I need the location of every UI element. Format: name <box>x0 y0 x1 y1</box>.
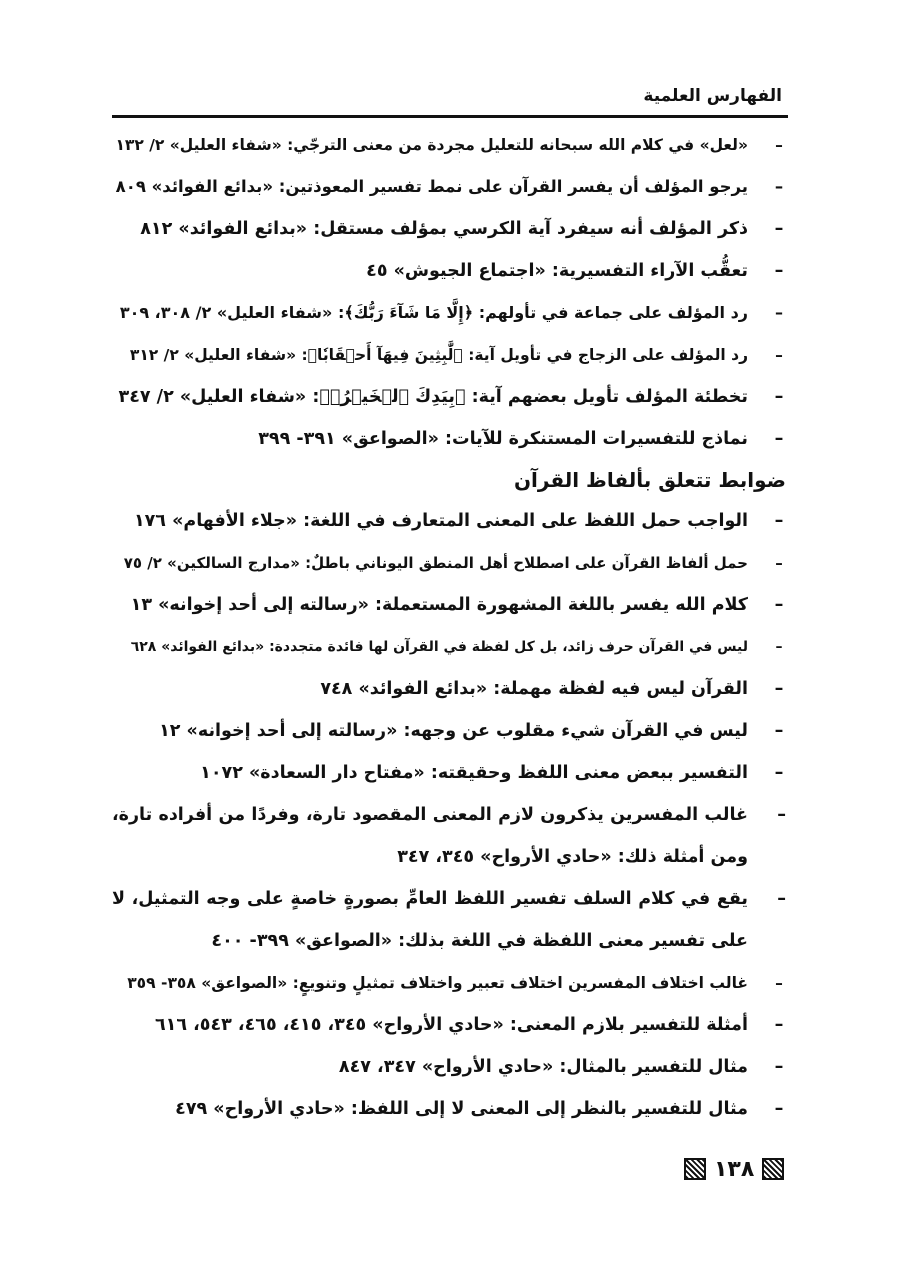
index-entry <box>112 584 788 626</box>
running-header-title: الفهارس العلمية <box>643 86 782 106</box>
list-dash: – <box>774 1099 784 1119</box>
list-dash: – <box>774 261 784 281</box>
entry-text: تخطئة المؤلف تأويل بعضهم آية: ﴿بِيَدِكَ ٱلۡخَيۡرُۖ﴾: «شفاء العليل» ٢/ ٣٤٧ <box>118 387 748 407</box>
index-entry <box>112 418 788 460</box>
page-footer <box>684 1152 784 1186</box>
list-dash: – <box>775 554 783 572</box>
index-entry <box>112 626 788 668</box>
list-dash: – <box>774 1057 784 1077</box>
entry-text: أمثلة للتفسير بلازم المعنى: «حادي الأرواح» ٣٤٥، ٤١٥، ٤٦٥، ٥٤٣، ٦١٦ <box>154 1015 748 1035</box>
index-entry <box>112 878 788 962</box>
entry-text: يرجو المؤلف أن يفسر القرآن على نمط تفسير المعوذتين: «بدائع الفوائد» ٨٠٩ <box>115 177 748 196</box>
entry-text: يقع في كلام السلف تفسير اللفظ العامِّ بصورةٍ خاصةٍ على وجه التمثيل، لا على تفسير معنى اللفظة في اللغة بذلك: «الصواعق» ٣٩٩- ٤٠٠ <box>112 889 748 951</box>
entry-text: حمل ألفاظ القرآن على اصطلاح أهل المنطق اليوناني باطلٌ: «مدارج السالكين» ٢/ ٧٥ <box>123 554 748 572</box>
list-dash: – <box>774 679 784 699</box>
index-entry <box>112 166 788 208</box>
index-entries-list <box>112 124 788 1130</box>
index-entry <box>112 710 788 752</box>
list-dash: – <box>775 346 783 364</box>
index-entry <box>112 1004 788 1046</box>
index-entry <box>112 250 788 292</box>
index-entry <box>112 542 788 584</box>
entry-text: ذكر المؤلف أنه سيفرد آية الكرسي بمؤلف مستقل: «بدائع الفوائد» ٨١٢ <box>140 219 748 239</box>
entry-text: رد المؤلف على جماعة في تأولهم: ﴿إِلَّا مَا شَآءَ رَبُّكَ﴾: «شفاء العليل» ٢/ ٣٠٨، ٣٠٩ <box>119 303 748 322</box>
entry-text: «لعل» في كلام الله سبحانه للتعليل مجردة من معنى الترجّي: «شفاء العليل» ٢/ ١٣٢ <box>115 136 748 154</box>
header-rule <box>112 115 788 118</box>
entry-text: غالب اختلاف المفسرين اختلاف تعبير واختلاف تمثيلٍ وتنويعٍ: «الصواعق» ٣٥٨- ٣٥٩ <box>127 974 748 992</box>
list-dash: – <box>775 136 783 154</box>
index-entry <box>112 500 788 542</box>
index-entry <box>112 1046 788 1088</box>
list-dash: – <box>774 1015 784 1035</box>
list-dash: – <box>774 387 784 407</box>
list-dash: – <box>774 721 784 741</box>
ornament-icon <box>684 1158 706 1180</box>
list-dash: – <box>774 595 784 615</box>
list-dash: – <box>777 889 786 909</box>
entry-text: غالب المفسرين يذكرون لازم المعنى المقصود تارة، وفردًا من أفراده تارة، ومن أمثلة ذلك: «حادي الأرواح» ٣٤٥، ٣٤٧ <box>112 805 748 867</box>
index-entry <box>112 752 788 794</box>
entry-text: مثال للتفسير بالنظر إلى المعنى لا إلى اللفظ: «حادي الأرواح» ٤٧٩ <box>175 1099 748 1119</box>
index-entry <box>112 376 788 418</box>
list-dash: – <box>774 177 784 196</box>
index-entry <box>112 1088 788 1130</box>
section-heading: ضوابط تتعلق بألفاظ القرآن <box>513 468 786 492</box>
list-dash: – <box>774 219 784 239</box>
list-dash: – <box>774 429 784 449</box>
entry-text: التفسير ببعض معنى اللفظ وحقيقته: «مفتاح دار السعادة» ١٠٧٢ <box>200 763 748 783</box>
entry-text: رد المؤلف على الزجاج في تأويل آية: ﴿لَّٰبِثِينَ فِيهَآ أَحۡقَابٗا﴾: «شفاء العليل» ٢/ ٣١٢ <box>129 346 748 364</box>
entry-text: كلام الله يفسر باللغة المشهورة المستعملة: «رسالته إلى أحد إخوانه» ١٣ <box>130 595 748 615</box>
index-entry <box>112 962 788 1004</box>
index-entry <box>112 208 788 250</box>
list-dash: – <box>775 974 783 992</box>
index-entry <box>112 292 788 334</box>
index-entry <box>112 668 788 710</box>
index-entry <box>112 334 788 376</box>
entry-text: الواجب حمل اللفظ على المعنى المتعارف في اللغة: «جلاء الأفهام» ١٧٦ <box>133 511 748 531</box>
list-dash: – <box>775 303 783 322</box>
entry-text: تعقُّب الآراء التفسيرية: «اجتماع الجيوش» ٤٥ <box>366 261 748 281</box>
entry-text: ليس في القرآن شيء مقلوب عن وجهه: «رسالته إلى أحد إخوانه» ١٢ <box>159 721 748 741</box>
ornament-icon <box>762 1158 784 1180</box>
list-dash: – <box>774 763 784 783</box>
page-number: ١٣٨ <box>714 1156 755 1182</box>
entry-text: مثال للتفسير بالمثال: «حادي الأرواح» ٣٤٧، ٨٤٧ <box>338 1057 748 1077</box>
list-dash: – <box>774 511 784 531</box>
entry-text: نماذج للتفسيرات المستنكرة للآيات: «الصواعق» ٣٩١- ٣٩٩ <box>258 429 748 449</box>
index-entry <box>112 124 788 166</box>
list-dash: – <box>775 639 783 655</box>
entry-text: ليس في القرآن حرف زائد، بل كل لفظة في القرآن لها فائدة متجددة: «بدائع الفوائد» ٦٢٨ <box>130 639 748 655</box>
index-entry <box>112 794 788 878</box>
list-dash: – <box>777 805 786 825</box>
entry-text: القرآن ليس فيه لفظة مهملة: «بدائع الفوائد» ٧٤٨ <box>320 679 748 699</box>
